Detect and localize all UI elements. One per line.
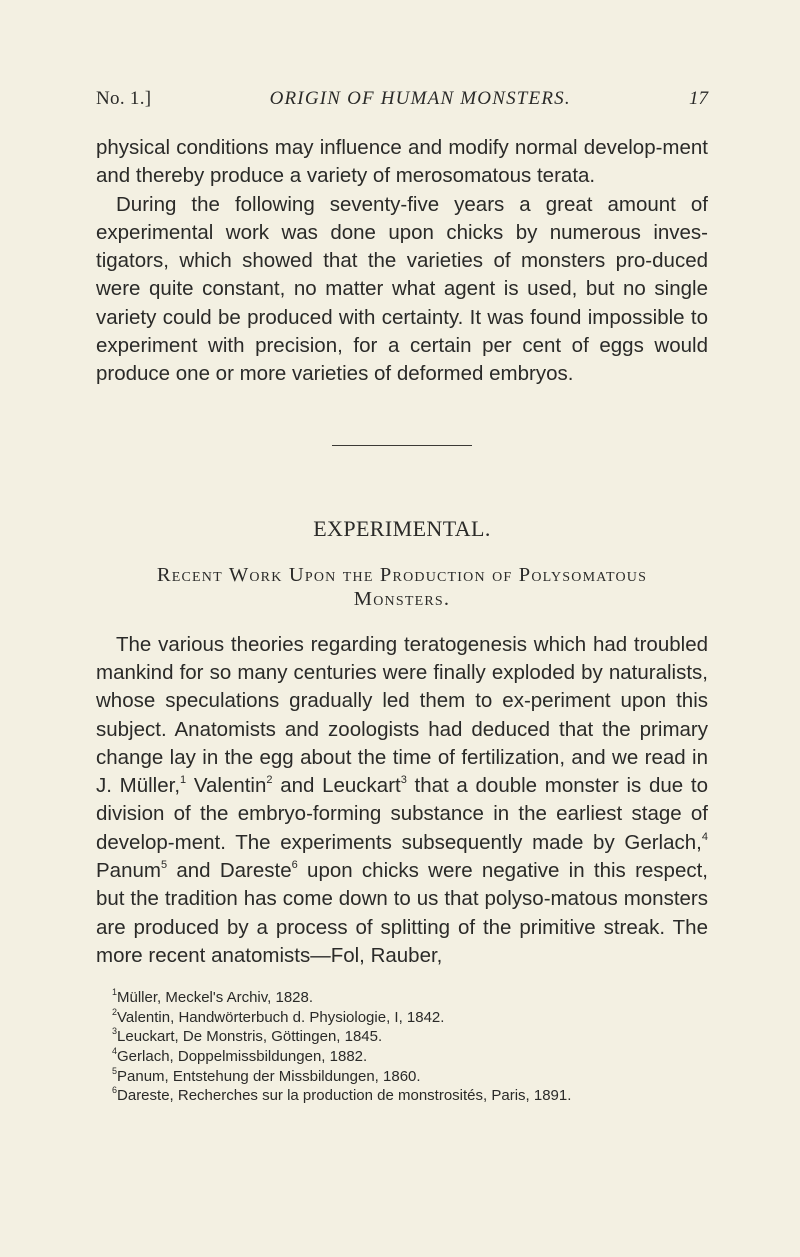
footnote-text: Gerlach, Doppelmissbildungen, 1882. [117, 1048, 368, 1066]
footnote-mark: 6 [112, 1085, 118, 1096]
footnote-mark: 1 [112, 987, 118, 998]
footnote-ref-2[interactable]: 2 [266, 774, 273, 787]
text-run: Panum [96, 859, 161, 883]
text-run: The various theories regarding teratogenesis which had troubled mankind for so many centuries were finally exploded by naturalists, whose speculations gradually led them to ex-periment upon this subject. Anatomists and zoologists had deduced that the primary change lay in the egg about the time of fertilization, and we read in J. Müller, [96, 632, 708, 798]
footnote-ref-6[interactable]: 6 [291, 859, 298, 872]
footnote-mark: 4 [112, 1046, 118, 1057]
paragraph-investigators: During the following seventy-five years a great amount of experimental work was done upon chicks by numerous inves-tigators, which showed that the varieties of monsters pro-duced were quite constant, no matter what agent is used, but no single variety could be produced with certainty. It was found impossible to experiment with precision, for a certain per cent of eggs would produce one or more varieties of deformed embryos. [96, 192, 708, 386]
footnote-ref-1[interactable]: 1 [180, 774, 187, 787]
footnote-text: Valentin, Handwörterbuch d. Physiologie, I, 1842. [117, 1008, 445, 1026]
section-divider [332, 445, 472, 446]
footnotes [96, 988, 708, 1106]
footnote-text: Leuckart, De Monstris, Göttingen, 1845. [117, 1028, 383, 1046]
footnote-text: Müller, Meckel's Archiv, 1828. [117, 989, 314, 1007]
footnote-mark: 3 [112, 1026, 118, 1037]
footnote-mark: 2 [112, 1006, 118, 1017]
footnote-1 [112, 988, 708, 1008]
running-head [96, 88, 708, 114]
section-title: EXPERIMENTAL. [313, 515, 491, 541]
section-subtitle [96, 563, 708, 611]
text-run: that a double monster is due to division of the embryo-forming substance in the earliest stage of develop-ment. The experiments subsequently made by Gerlach, [96, 774, 708, 854]
footnote-6 [112, 1086, 708, 1106]
footnote-ref-4[interactable]: 4 [701, 830, 708, 843]
paragraph-theories [96, 631, 708, 971]
issue-number: No. 1.] [96, 88, 152, 109]
text-run: upon chicks were negative in this respect, but the tradition has come down to us that polyso-matous monsters are produced by a process of splitting of the primitive streak. The more recent anatomists—Fol, Rauber, [96, 859, 708, 967]
paragraph-continued: physical conditions may influence and modify normal develop-ment and thereby produce a variety of merosomatous terata. [96, 136, 708, 188]
footnote-3 [112, 1027, 708, 1047]
page-number: 17 [688, 88, 708, 109]
running-title: ORIGIN OF HUMAN MONSTERS. [269, 88, 571, 109]
footnote-mark: 5 [112, 1065, 118, 1076]
subtitle-line-1: Recent Work Upon the Production of Polysomatous [156, 563, 648, 586]
text-run: Valentin [186, 774, 267, 798]
footnote-ref-3[interactable]: 3 [400, 774, 407, 787]
footnote-4 [112, 1047, 708, 1067]
subtitle-line-2: Monsters. [353, 587, 451, 610]
footnote-text: Dareste, Recherches sur la production de monstrosités, Paris, 1891. [117, 1087, 572, 1105]
footnote-ref-5[interactable]: 5 [160, 859, 168, 872]
text-run: and Dareste [167, 859, 292, 883]
book-page [96, 88, 708, 1106]
footnote-5 [112, 1067, 708, 1087]
footnote-text: Panum, Entstehung der Missbildungen, 1860. [117, 1067, 421, 1085]
text-run: and Leuckart [272, 774, 401, 798]
footnote-2 [112, 1008, 708, 1028]
